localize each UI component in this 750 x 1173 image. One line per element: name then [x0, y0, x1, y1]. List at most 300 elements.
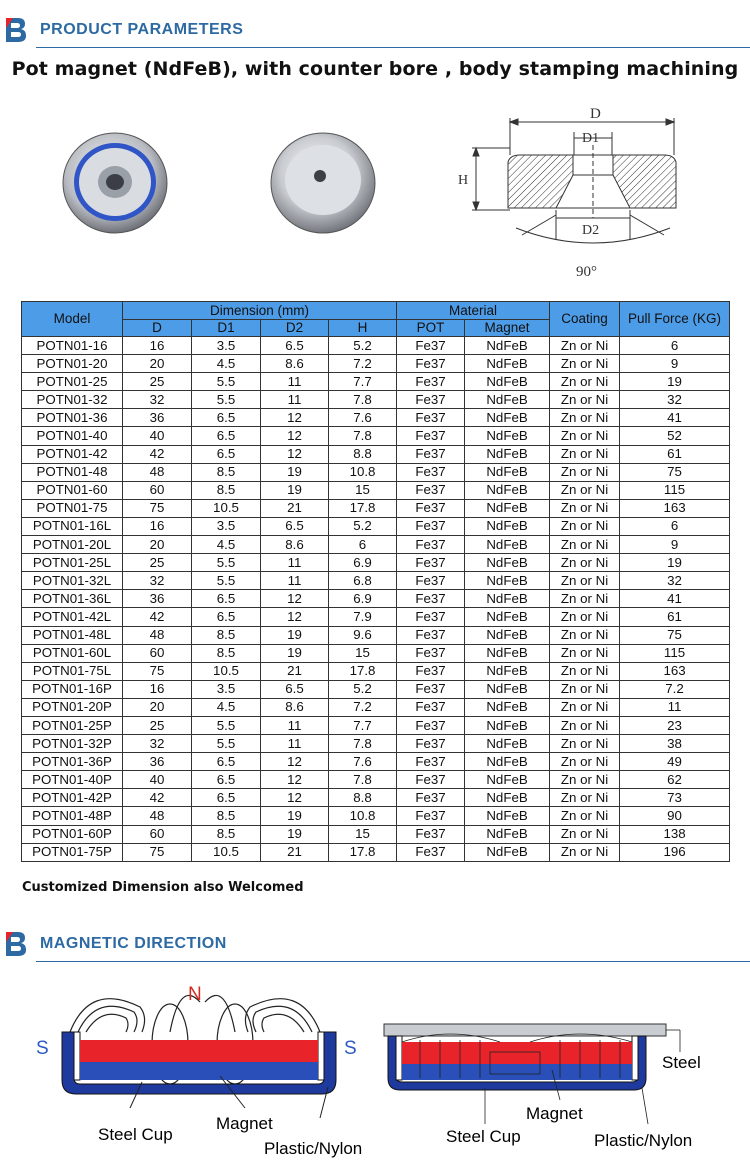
cell-h: 8.8: [329, 789, 397, 807]
cell-model: POTN01-75: [22, 499, 123, 517]
cell-magnet: NdFeB: [465, 680, 550, 698]
table-row: [22, 662, 730, 680]
cell-model: POTN01-40P: [22, 771, 123, 789]
parameters-table: [21, 301, 730, 862]
cell-pull-force: 163: [620, 499, 730, 517]
table-row: [22, 789, 730, 807]
cell-d: 40: [123, 771, 192, 789]
cell-d: 48: [123, 463, 192, 481]
table-row: [22, 463, 730, 481]
magnet-label: Magnet: [526, 1104, 583, 1123]
cell-model: POTN01-48L: [22, 626, 123, 644]
cell-pot: Fe37: [397, 590, 465, 608]
cell-d2: 12: [261, 789, 329, 807]
cell-model: POTN01-20: [22, 355, 123, 373]
cell-pot: Fe37: [397, 517, 465, 535]
cell-d2: 8.6: [261, 536, 329, 554]
cell-h: 7.8: [329, 735, 397, 753]
cell-model: POTN01-36P: [22, 753, 123, 771]
magnet-label: Magnet: [216, 1114, 273, 1133]
cell-d1: 3.5: [192, 517, 261, 535]
cell-d1: 8.5: [192, 463, 261, 481]
header-d: D: [123, 320, 192, 337]
cell-pot: Fe37: [397, 445, 465, 463]
cell-d1: 4.5: [192, 536, 261, 554]
cell-d2: 19: [261, 644, 329, 662]
cell-h: 10.8: [329, 807, 397, 825]
cell-model: POTN01-36: [22, 409, 123, 427]
cell-d: 25: [123, 554, 192, 572]
table-row: [22, 391, 730, 409]
cell-pot: Fe37: [397, 355, 465, 373]
pot-magnet-photo-front: [60, 128, 170, 238]
cell-d1: 5.5: [192, 391, 261, 409]
cell-pot: Fe37: [397, 716, 465, 734]
cell-model: POTN01-42: [22, 445, 123, 463]
table-row: [22, 427, 730, 445]
cell-pot: Fe37: [397, 572, 465, 590]
cell-pull-force: 32: [620, 572, 730, 590]
cell-pull-force: 19: [620, 554, 730, 572]
cell-pull-force: 115: [620, 644, 730, 662]
cell-d2: 8.6: [261, 698, 329, 716]
cell-magnet: NdFeB: [465, 373, 550, 391]
cell-magnet: NdFeB: [465, 572, 550, 590]
dim-h-label: H: [458, 173, 469, 188]
table-row: [22, 753, 730, 771]
cell-coating: Zn or Ni: [550, 373, 620, 391]
cell-pull-force: 62: [620, 771, 730, 789]
cell-d1: 4.5: [192, 698, 261, 716]
cell-pull-force: 23: [620, 716, 730, 734]
cell-magnet: NdFeB: [465, 716, 550, 734]
header-dimension: Dimension (mm): [123, 302, 397, 320]
cell-d2: 19: [261, 825, 329, 843]
cell-magnet: NdFeB: [465, 445, 550, 463]
cell-d1: 6.5: [192, 771, 261, 789]
cell-h: 7.9: [329, 608, 397, 626]
cell-h: 6.9: [329, 554, 397, 572]
cell-h: 17.8: [329, 843, 397, 861]
cell-d1: 5.5: [192, 735, 261, 753]
cell-d2: 19: [261, 481, 329, 499]
cell-d: 75: [123, 662, 192, 680]
table-row: [22, 807, 730, 825]
brand-logo-icon: [4, 16, 28, 44]
table-row: [22, 499, 730, 517]
cell-pot: Fe37: [397, 427, 465, 445]
cell-model: POTN01-16P: [22, 680, 123, 698]
cell-d1: 3.5: [192, 680, 261, 698]
cell-pull-force: 61: [620, 445, 730, 463]
cell-pot: Fe37: [397, 789, 465, 807]
cell-magnet: NdFeB: [465, 807, 550, 825]
cell-pull-force: 73: [620, 789, 730, 807]
cell-h: 7.8: [329, 391, 397, 409]
cell-model: POTN01-25P: [22, 716, 123, 734]
cell-coating: Zn or Ni: [550, 536, 620, 554]
cell-coating: Zn or Ni: [550, 355, 620, 373]
cell-h: 7.6: [329, 409, 397, 427]
cell-d1: 6.5: [192, 753, 261, 771]
cell-d2: 11: [261, 554, 329, 572]
cell-model: POTN01-32: [22, 391, 123, 409]
cell-coating: Zn or Ni: [550, 608, 620, 626]
cell-h: 6.9: [329, 590, 397, 608]
cell-h: 15: [329, 481, 397, 499]
cell-d: 42: [123, 445, 192, 463]
cell-magnet: NdFeB: [465, 536, 550, 554]
cell-pot: Fe37: [397, 337, 465, 355]
cell-d1: 8.5: [192, 825, 261, 843]
cell-model: POTN01-25: [22, 373, 123, 391]
cell-d: 32: [123, 572, 192, 590]
table-body: [22, 337, 730, 862]
cell-d: 40: [123, 427, 192, 445]
cell-d: 25: [123, 716, 192, 734]
cell-d: 36: [123, 590, 192, 608]
cell-magnet: NdFeB: [465, 337, 550, 355]
cell-h: 5.2: [329, 680, 397, 698]
header-magnet: Magnet: [465, 320, 550, 337]
pot-magnet-technical-drawing: [452, 100, 702, 290]
cell-h: 7.7: [329, 716, 397, 734]
cell-magnet: NdFeB: [465, 481, 550, 499]
cell-h: 7.8: [329, 771, 397, 789]
cell-pot: Fe37: [397, 499, 465, 517]
cell-d: 60: [123, 481, 192, 499]
cell-d2: 19: [261, 807, 329, 825]
cell-d: 48: [123, 807, 192, 825]
cell-d1: 5.5: [192, 373, 261, 391]
cell-h: 5.2: [329, 517, 397, 535]
cell-model: POTN01-60P: [22, 825, 123, 843]
cell-coating: Zn or Ni: [550, 554, 620, 572]
cell-model: POTN01-40: [22, 427, 123, 445]
cell-model: POTN01-48: [22, 463, 123, 481]
steel-cup-label: Steel Cup: [98, 1125, 173, 1144]
header-pot: POT: [397, 320, 465, 337]
cell-d: 42: [123, 789, 192, 807]
cell-pull-force: 49: [620, 753, 730, 771]
plastic-nylon-label: Plastic/Nylon: [264, 1139, 363, 1158]
cell-model: POTN01-25L: [22, 554, 123, 572]
cell-coating: Zn or Ni: [550, 590, 620, 608]
cell-d1: 3.5: [192, 337, 261, 355]
cell-coating: Zn or Ni: [550, 644, 620, 662]
cell-d: 25: [123, 373, 192, 391]
cell-pull-force: 90: [620, 807, 730, 825]
table-row: [22, 590, 730, 608]
table-row: [22, 771, 730, 789]
header-h: H: [329, 320, 397, 337]
cell-d1: 5.5: [192, 554, 261, 572]
cell-d: 16: [123, 517, 192, 535]
angle-label: 90°: [576, 264, 597, 280]
table-row: [22, 716, 730, 734]
cell-d: 48: [123, 626, 192, 644]
cell-d2: 12: [261, 753, 329, 771]
cell-pot: Fe37: [397, 698, 465, 716]
table-row: [22, 735, 730, 753]
cell-pull-force: 163: [620, 662, 730, 680]
cell-magnet: NdFeB: [465, 753, 550, 771]
section-header-product-parameters: [0, 10, 750, 50]
cell-d2: 6.5: [261, 517, 329, 535]
cell-h: 7.7: [329, 373, 397, 391]
cell-magnet: NdFeB: [465, 517, 550, 535]
pole-s-right-label: S: [344, 1038, 357, 1059]
cell-pot: Fe37: [397, 843, 465, 861]
cell-pull-force: 196: [620, 843, 730, 861]
cell-d: 60: [123, 825, 192, 843]
cell-pull-force: 61: [620, 608, 730, 626]
cell-d1: 4.5: [192, 355, 261, 373]
cell-pot: Fe37: [397, 662, 465, 680]
cell-h: 10.8: [329, 463, 397, 481]
table-row: [22, 554, 730, 572]
cell-magnet: NdFeB: [465, 644, 550, 662]
cell-pull-force: 7.2: [620, 680, 730, 698]
section-title: MAGNETIC DIRECTION: [40, 935, 227, 952]
cell-pot: Fe37: [397, 644, 465, 662]
cell-model: POTN01-60L: [22, 644, 123, 662]
cell-pot: Fe37: [397, 825, 465, 843]
cell-model: POTN01-20L: [22, 536, 123, 554]
cell-d1: 6.5: [192, 608, 261, 626]
cell-d2: 11: [261, 373, 329, 391]
cell-pull-force: 75: [620, 463, 730, 481]
cell-pot: Fe37: [397, 409, 465, 427]
cell-d2: 12: [261, 608, 329, 626]
cell-pot: Fe37: [397, 753, 465, 771]
cell-pot: Fe37: [397, 373, 465, 391]
section-header-magnetic-direction: [0, 924, 750, 964]
pole-s-left-label: S: [36, 1038, 49, 1059]
brand-logo-icon: [4, 930, 28, 958]
cell-d2: 8.6: [261, 355, 329, 373]
cell-d: 36: [123, 753, 192, 771]
cell-pull-force: 52: [620, 427, 730, 445]
cell-d: 75: [123, 843, 192, 861]
cell-d1: 8.5: [192, 644, 261, 662]
cell-d1: 6.5: [192, 445, 261, 463]
table-row: [22, 644, 730, 662]
cell-d1: 10.5: [192, 662, 261, 680]
cell-d1: 6.5: [192, 789, 261, 807]
cell-h: 9.6: [329, 626, 397, 644]
cell-d1: 8.5: [192, 481, 261, 499]
cell-pull-force: 41: [620, 409, 730, 427]
cell-model: POTN01-42L: [22, 608, 123, 626]
cell-magnet: NdFeB: [465, 698, 550, 716]
cell-d: 20: [123, 536, 192, 554]
customization-note: Customized Dimension also Welcomed: [22, 880, 304, 895]
cell-magnet: NdFeB: [465, 409, 550, 427]
table-row: [22, 698, 730, 716]
cell-coating: Zn or Ni: [550, 572, 620, 590]
cell-coating: Zn or Ni: [550, 735, 620, 753]
cell-pull-force: 6: [620, 337, 730, 355]
section-divider: [36, 47, 750, 48]
pole-n-label: N: [188, 984, 202, 1005]
steel-label: Steel: [662, 1053, 701, 1072]
cell-magnet: NdFeB: [465, 825, 550, 843]
cell-pot: Fe37: [397, 554, 465, 572]
header-d2: D2: [261, 320, 329, 337]
dim-d2-label: D2: [582, 223, 600, 238]
cell-d1: 6.5: [192, 590, 261, 608]
table-row: [22, 373, 730, 391]
cell-d2: 21: [261, 499, 329, 517]
cell-model: POTN01-32L: [22, 572, 123, 590]
cell-coating: Zn or Ni: [550, 427, 620, 445]
cell-d1: 10.5: [192, 499, 261, 517]
cell-h: 7.2: [329, 698, 397, 716]
cell-d2: 12: [261, 771, 329, 789]
cell-coating: Zn or Ni: [550, 337, 620, 355]
cell-d2: 12: [261, 590, 329, 608]
cell-d: 16: [123, 337, 192, 355]
cell-coating: Zn or Ni: [550, 481, 620, 499]
cell-h: 7.8: [329, 427, 397, 445]
cell-h: 17.8: [329, 499, 397, 517]
cell-model: POTN01-42P: [22, 789, 123, 807]
header-d1: D1: [192, 320, 261, 337]
cell-d1: 8.5: [192, 807, 261, 825]
cell-model: POTN01-20P: [22, 698, 123, 716]
cell-h: 7.2: [329, 355, 397, 373]
cell-pot: Fe37: [397, 680, 465, 698]
cell-pull-force: 41: [620, 590, 730, 608]
cell-magnet: NdFeB: [465, 626, 550, 644]
cell-coating: Zn or Ni: [550, 825, 620, 843]
cell-d2: 6.5: [261, 680, 329, 698]
cell-d: 20: [123, 698, 192, 716]
cell-model: POTN01-36L: [22, 590, 123, 608]
cell-pot: Fe37: [397, 807, 465, 825]
cell-coating: Zn or Ni: [550, 517, 620, 535]
cell-pull-force: 19: [620, 373, 730, 391]
cell-magnet: NdFeB: [465, 662, 550, 680]
cell-magnet: NdFeB: [465, 789, 550, 807]
cell-magnet: NdFeB: [465, 427, 550, 445]
cell-coating: Zn or Ni: [550, 626, 620, 644]
cell-model: POTN01-75P: [22, 843, 123, 861]
table-row: [22, 572, 730, 590]
page-title: Pot magnet (NdFeB), with counter bore , body stamping machining: [11, 58, 739, 80]
table-row: [22, 481, 730, 499]
cell-d2: 6.5: [261, 337, 329, 355]
cell-h: 7.6: [329, 753, 397, 771]
cell-d1: 10.5: [192, 843, 261, 861]
cell-d: 16: [123, 680, 192, 698]
dim-d1-label: D1: [582, 131, 600, 146]
cell-d: 42: [123, 608, 192, 626]
cell-magnet: NdFeB: [465, 463, 550, 481]
cell-pot: Fe37: [397, 771, 465, 789]
cell-magnet: NdFeB: [465, 735, 550, 753]
cell-magnet: NdFeB: [465, 391, 550, 409]
cell-pull-force: 6: [620, 517, 730, 535]
cell-h: 6: [329, 536, 397, 554]
cell-d2: 11: [261, 572, 329, 590]
cell-magnet: NdFeB: [465, 843, 550, 861]
header-pull-force: Pull Force (KG): [620, 302, 730, 337]
table-row: [22, 680, 730, 698]
cell-pot: Fe37: [397, 735, 465, 753]
cell-d2: 11: [261, 391, 329, 409]
cell-model: POTN01-60: [22, 481, 123, 499]
cell-h: 5.2: [329, 337, 397, 355]
cell-d2: 12: [261, 409, 329, 427]
cell-d: 75: [123, 499, 192, 517]
cell-coating: Zn or Ni: [550, 716, 620, 734]
cell-pull-force: 75: [620, 626, 730, 644]
steel-cup-label: Steel Cup: [446, 1127, 521, 1146]
cell-d2: 11: [261, 716, 329, 734]
section-divider: [36, 961, 750, 962]
cell-model: POTN01-16: [22, 337, 123, 355]
table-row: [22, 445, 730, 463]
cell-h: 17.8: [329, 662, 397, 680]
cell-coating: Zn or Ni: [550, 409, 620, 427]
cell-magnet: NdFeB: [465, 608, 550, 626]
table-row: [22, 825, 730, 843]
cell-coating: Zn or Ni: [550, 445, 620, 463]
cell-model: POTN01-32P: [22, 735, 123, 753]
cell-magnet: NdFeB: [465, 499, 550, 517]
cell-coating: Zn or Ni: [550, 680, 620, 698]
cell-coating: Zn or Ni: [550, 807, 620, 825]
cell-d: 32: [123, 735, 192, 753]
cell-d1: 5.5: [192, 572, 261, 590]
cell-d: 36: [123, 409, 192, 427]
cell-d1: 8.5: [192, 626, 261, 644]
cell-pull-force: 115: [620, 481, 730, 499]
cell-model: POTN01-16L: [22, 517, 123, 535]
cell-coating: Zn or Ni: [550, 843, 620, 861]
cell-h: 6.8: [329, 572, 397, 590]
cell-model: POTN01-48P: [22, 807, 123, 825]
cell-pot: Fe37: [397, 536, 465, 554]
cell-d1: 6.5: [192, 427, 261, 445]
cell-d2: 21: [261, 662, 329, 680]
cell-pull-force: 11: [620, 698, 730, 716]
magnetic-field-diagram-closed: [380, 1000, 720, 1160]
header-model: Model: [22, 302, 123, 337]
table-row: [22, 626, 730, 644]
cell-d2: 12: [261, 427, 329, 445]
cell-d: 60: [123, 644, 192, 662]
cell-coating: Zn or Ni: [550, 771, 620, 789]
cell-pull-force: 38: [620, 735, 730, 753]
cell-d: 20: [123, 355, 192, 373]
cell-coating: Zn or Ni: [550, 789, 620, 807]
cell-d2: 19: [261, 463, 329, 481]
cell-pot: Fe37: [397, 608, 465, 626]
cell-pot: Fe37: [397, 391, 465, 409]
cell-magnet: NdFeB: [465, 590, 550, 608]
cell-coating: Zn or Ni: [550, 662, 620, 680]
cell-magnet: NdFeB: [465, 554, 550, 572]
cell-d2: 11: [261, 735, 329, 753]
cell-d1: 6.5: [192, 409, 261, 427]
cell-coating: Zn or Ni: [550, 753, 620, 771]
table-row: [22, 409, 730, 427]
cell-d2: 21: [261, 843, 329, 861]
plastic-nylon-label: Plastic/Nylon: [594, 1131, 693, 1150]
